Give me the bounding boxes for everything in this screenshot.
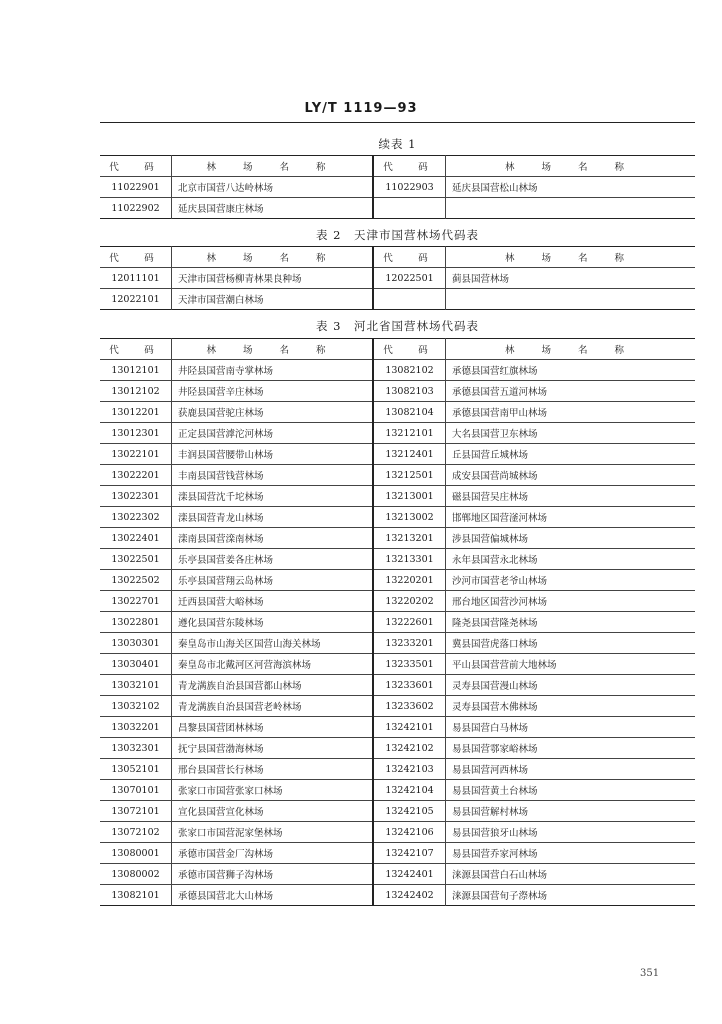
name-cell: 易县国营白马林场 (446, 717, 696, 738)
code-cell: 13213002 (373, 507, 446, 528)
code-cell: 13012102 (100, 381, 172, 402)
name-cell: 宣化县国营宣化林场 (172, 801, 374, 822)
code-cell: 11022901 (100, 177, 172, 198)
name-cell: 易县国营乔家河林场 (446, 843, 696, 864)
header-code: 代 码 (100, 247, 172, 268)
table-row (100, 738, 695, 759)
name-cell: 正定县国营滹沱河林场 (172, 423, 374, 444)
table-header-row (100, 156, 695, 177)
name-cell: 井陉县国营辛庄林场 (172, 381, 374, 402)
name-cell: 丰润县国营腰带山林场 (172, 444, 374, 465)
code-cell: 13082101 (100, 885, 172, 906)
table-row (100, 507, 695, 528)
table-row (100, 268, 695, 289)
code-cell: 13242107 (373, 843, 446, 864)
table-row (100, 612, 695, 633)
name-cell: 承德县国营红旗林场 (446, 360, 696, 381)
name-cell: 丰南县国营钱营林场 (172, 465, 374, 486)
standard-header: LY/T 1119—93 (304, 101, 418, 116)
table-row (100, 696, 695, 717)
name-cell: 遵化县国营东陵林场 (172, 612, 374, 633)
code-cell: 13030301 (100, 633, 172, 654)
code-cell: 13032102 (100, 696, 172, 717)
name-cell: 邢台地区国营沙河林场 (446, 591, 696, 612)
name-cell: 滦县国营沈千坨林场 (172, 486, 374, 507)
name-cell: 涞源县国营旬子漈林场 (452, 891, 548, 902)
name-cell: 成安县国营尚城林场 (446, 465, 696, 486)
name-cell: 磁县国营吴庄林场 (446, 486, 696, 507)
code-cell: 13022302 (100, 507, 172, 528)
code-cell: 13233201 (373, 633, 446, 654)
code-cell: 13242102 (373, 738, 446, 759)
name-cell (446, 198, 696, 219)
header-code: 代 码 (373, 247, 446, 268)
table-row (100, 822, 695, 843)
table-row (100, 843, 695, 864)
header-code: 代 码 (100, 339, 172, 360)
code-cell: 13082103 (373, 381, 446, 402)
name-cell: 易县国营解村林场 (446, 801, 696, 822)
code-cell: 13032301 (100, 738, 172, 759)
table-2 (100, 246, 695, 310)
name-cell: 承德市国营狮子沟林场 (172, 864, 374, 885)
header-name: 林 场 名 称 (172, 247, 374, 268)
table-row (100, 591, 695, 612)
table-cont (100, 155, 695, 219)
code-cell: 13213301 (373, 549, 446, 570)
code-cell: 13032201 (100, 717, 172, 738)
table-row (100, 381, 695, 402)
name-cell: 滦南县国营滦南林场 (172, 528, 374, 549)
code-cell: 13080001 (100, 843, 172, 864)
name-cell: 灵寿县国营漫山林场 (446, 675, 696, 696)
code-cell: 13242103 (373, 759, 446, 780)
code-cell: 13012201 (100, 402, 172, 423)
code-cell (373, 289, 446, 310)
table-row (100, 528, 695, 549)
name-cell: 永年县国营永北林场 (446, 549, 696, 570)
name-cell: 承德县国营南甲山林场 (446, 402, 696, 423)
page-number: 351 (640, 968, 660, 979)
name-cell: 承德县国营五道河林场 (446, 381, 696, 402)
name-cell: 乐亭县国营翔云岛林场 (172, 570, 374, 591)
name-cell: 张家口市国营张家口林场 (172, 780, 374, 801)
name-cell: 滦县国营青龙山林场 (172, 507, 374, 528)
name-cell: 大名县国营卫东林场 (446, 423, 696, 444)
code-cell: 13220202 (373, 591, 446, 612)
header-name: 林 场 名 称 (446, 247, 696, 268)
table-row (100, 864, 695, 885)
table-row (100, 717, 695, 738)
name-cell: 青龙满族自治县国营都山林场 (172, 675, 374, 696)
table-header-row (100, 247, 695, 268)
table-3 (100, 338, 695, 906)
header-name: 林 场 名 称 (172, 339, 374, 360)
table-row (100, 759, 695, 780)
table-row (100, 675, 695, 696)
code-cell: 13072102 (100, 822, 172, 843)
code-cell: 13022201 (100, 465, 172, 486)
name-cell: 乐亭县国营姜各庄林场 (172, 549, 374, 570)
name-cell (446, 289, 696, 310)
header-code: 代 码 (373, 339, 446, 360)
table-row (100, 289, 695, 310)
table-row (100, 177, 695, 198)
table-row (100, 198, 695, 219)
name-cell: 北京市国营八达岭林场 (172, 177, 374, 198)
name-cell: 承德市国营金厂沟林场 (172, 843, 374, 864)
code-cell: 13242105 (373, 801, 446, 822)
table-row (100, 633, 695, 654)
code-cell: 13070101 (100, 780, 172, 801)
code-cell: 13022801 (100, 612, 172, 633)
name-cell: 获鹿县国营驼庄林场 (172, 402, 374, 423)
code-cell: 13233602 (373, 696, 446, 717)
name-cell: 延庆县国营康庄林场 (172, 198, 374, 219)
name-cell: 延庆县国营松山林场 (446, 177, 696, 198)
name-cell: 昌黎县国营团林林场 (172, 717, 374, 738)
table-row (100, 402, 695, 423)
code-cell: 13022502 (100, 570, 172, 591)
table-row (100, 549, 695, 570)
code-cell (373, 198, 446, 219)
code-cell: 13082104 (373, 402, 446, 423)
name-cell: 天津市国营潮白林场 (172, 289, 374, 310)
header-name: 林 场 名 称 (446, 339, 696, 360)
code-cell: 13052101 (100, 759, 172, 780)
name-cell: 天津市国营杨柳青林果良种场 (172, 268, 374, 289)
code-cell: 13242402 (373, 885, 446, 906)
header-code: 代 码 (100, 156, 172, 177)
code-cell: 13222601 (373, 612, 446, 633)
code-cell: 13022501 (100, 549, 172, 570)
header-code: 代 码 (373, 156, 446, 177)
name-cell: 蓟县国营林场 (446, 268, 696, 289)
code-cell: 11022902 (100, 198, 172, 219)
name-cell: 丘县国营丘城林场 (446, 444, 696, 465)
table-header-row (100, 339, 695, 360)
code-cell: 13012301 (100, 423, 172, 444)
code-cell: 13212501 (373, 465, 446, 486)
code-cell: 13242101 (373, 717, 446, 738)
code-cell: 13082102 (373, 360, 446, 381)
code-cell: 11022903 (373, 177, 446, 198)
code-cell: 13022701 (100, 591, 172, 612)
code-cell: 13022401 (100, 528, 172, 549)
header-name: 林 场 名 称 (172, 156, 374, 177)
code-cell: 13242401 (373, 864, 446, 885)
name-cell: 灵寿县国营木佛林场 (446, 696, 696, 717)
table-row (100, 465, 695, 486)
name-cell: 青龙满族自治县国营老岭林场 (172, 696, 374, 717)
table-row (100, 360, 695, 381)
code-cell: 13213001 (373, 486, 446, 507)
code-cell: 13080002 (100, 864, 172, 885)
name-cell: 邢台县国营长行林场 (172, 759, 374, 780)
table-row (100, 444, 695, 465)
name-cell: 易县国营狼牙山林场 (446, 822, 696, 843)
name-cell: 易县国营黄土台林场 (446, 780, 696, 801)
name-cell: 易县国营河西林场 (446, 759, 696, 780)
code-cell: 13032101 (100, 675, 172, 696)
table-row (100, 654, 695, 675)
code-cell: 13220201 (373, 570, 446, 591)
code-cell: 13213201 (373, 528, 446, 549)
name-cell: 秦皇岛市山海关区国营山海关林场 (172, 633, 374, 654)
header-rule (100, 122, 695, 123)
caption-table2: 表 2 天津市国营林场代码表 (316, 228, 479, 242)
table-row (100, 885, 695, 906)
code-cell: 13022301 (100, 486, 172, 507)
code-cell: 13022101 (100, 444, 172, 465)
code-cell: 13212101 (373, 423, 446, 444)
name-cell: 抚宁县国营渤海林场 (172, 738, 374, 759)
table-row (100, 570, 695, 591)
caption-table-cont: 续表 1 (378, 137, 417, 151)
code-cell: 13233501 (373, 654, 446, 675)
code-cell: 13212401 (373, 444, 446, 465)
table-row (100, 801, 695, 822)
name-cell: 易县国营鄠家峪林场 (446, 738, 696, 759)
code-cell: 13072101 (100, 801, 172, 822)
name-cell: 冀县国营虎落口林场 (446, 633, 696, 654)
code-cell: 13242104 (373, 780, 446, 801)
code-cell: 12022501 (373, 268, 446, 289)
table-row (100, 486, 695, 507)
header-name: 林 场 名 称 (446, 156, 696, 177)
name-cell: 迁西县国营大峪林场 (172, 591, 374, 612)
name-cell: 隆尧县国营隆尧林场 (446, 612, 696, 633)
name-cell: 涉县国营偏城林场 (446, 528, 696, 549)
caption-table3: 表 3 河北省国营林场代码表 (316, 319, 479, 333)
name-cell: 平山县国营营前大地林场 (446, 654, 696, 675)
code-cell: 13242106 (373, 822, 446, 843)
name-cell: 井陉县国营南寺掌林场 (172, 360, 374, 381)
name-cell: 沙河市国营老爷山林场 (446, 570, 696, 591)
code-cell: 12011101 (100, 268, 172, 289)
name-cell: 涞源县国营白石山林场 (446, 864, 696, 885)
code-cell: 13233601 (373, 675, 446, 696)
code-cell: 13030401 (100, 654, 172, 675)
name-cell: 邯郸地区国营滏河林场 (446, 507, 696, 528)
name-cell: 张家口市国营泥家堡林场 (172, 822, 374, 843)
code-cell: 12022101 (100, 289, 172, 310)
code-cell: 13012101 (100, 360, 172, 381)
table-row (100, 780, 695, 801)
table-row (100, 423, 695, 444)
name-cell: 秦皇岛市北戴河区河营海滨林场 (172, 654, 374, 675)
name-cell: 承德县国营北大山林场 (172, 885, 374, 906)
